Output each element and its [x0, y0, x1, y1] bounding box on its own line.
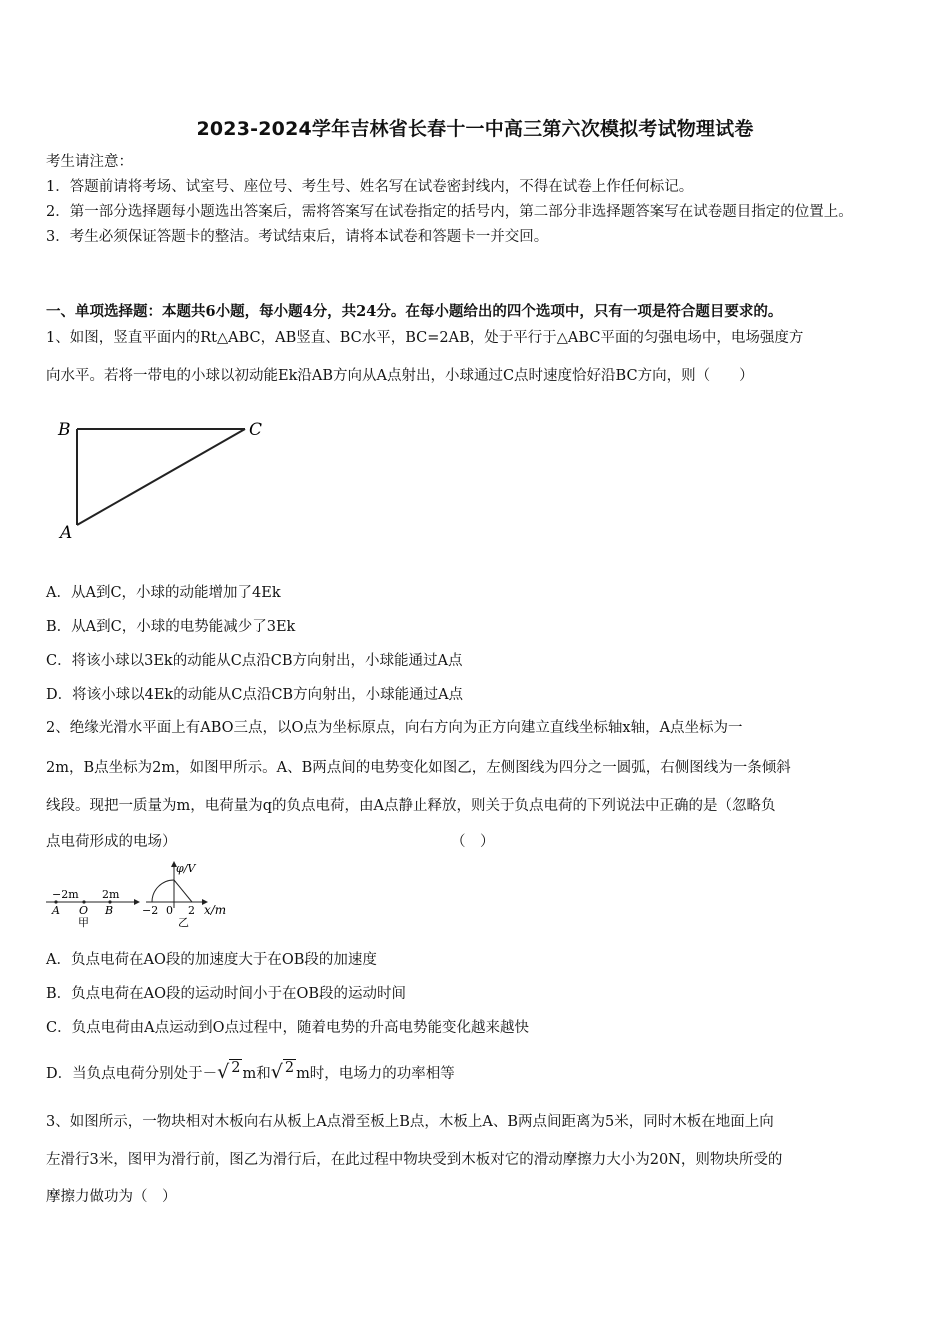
tick-0: 0	[166, 904, 173, 917]
optd-mid: m和	[242, 1066, 271, 1082]
segment-ac	[77, 429, 245, 525]
label-neg2m: −2m	[52, 888, 79, 901]
q3-stem-line: 3、如图所示，一物块相对木板向右从板上A点滑至板上B点，木板上A、B两点间距离为5米，同时木板在地面上向	[46, 1114, 774, 1130]
q2-stem-line: 线段。现把一质量为m，电荷量为q的负点电荷，由A点静止释放，则关于负点电荷的下列说法中正确的是（忽略负	[46, 798, 776, 814]
arc-curve	[152, 880, 174, 902]
radicand: 2	[284, 1060, 295, 1076]
q2-stem-line: 2、绝缘光滑水平面上有ABO三点，以O点为坐标原点，向右方向为正方向建立直线坐标轴x轴，A点坐标为一	[46, 720, 743, 736]
exam-title: 2023-2024学年吉林省长春十一中高三第六次模拟考试物理试卷	[196, 118, 754, 140]
label-b: B	[105, 904, 114, 917]
section-heading: 一、单项选择题：本题共6小题，每小题4分，共24分。在每小题给出的四个选项中，只有一项是符合题目要求的。	[46, 303, 783, 320]
sqrt-two	[217, 1054, 242, 1092]
notice-heading: 考生请注意：	[46, 154, 133, 170]
notice-block	[46, 150, 908, 250]
optd-suffix: m时，电场力的功率相等	[296, 1066, 455, 1082]
notice-item: 2．第一部分选择题每小题选出答案后，需将答案写在试卷指定的括号内，第二部分非选择题答案写在试卷题目指定的位置上。	[46, 204, 853, 220]
label-2m: 2m	[102, 888, 120, 901]
q1-stem-line: 1、如图，竖直平面内的Rt△ABC，AB竖直、BC水平，BC=2AB，处于平行于△ABC平面的匀强电场中，电场强度方	[46, 330, 804, 346]
q2-option-a: A．负点电荷在AO段的加速度大于在OB段的加速度	[46, 952, 377, 968]
q2-figures	[42, 858, 242, 930]
q1-option-b: B．从A到C，小球的电势能减少了3Ek	[46, 619, 296, 635]
y-axis-label: φ/V	[176, 862, 196, 875]
q3-stem-line: 摩擦力做功为（ ）	[46, 1189, 177, 1205]
slope-line	[174, 880, 192, 902]
q2-option-c: C．负点电荷由A点运动到O点过程中，随着电势的升高电势能变化越来越快	[46, 1020, 529, 1036]
q2-stem-line: 2m，B点坐标为2m，如图甲所示。A、B两点间的电势变化如图乙，左侧图线为四分之一圆弧，右侧图线为一条倾斜	[46, 760, 791, 776]
label-a: A	[52, 904, 60, 917]
q2-option-b: B．负点电荷在AO段的运动时间小于在OB段的运动时间	[46, 986, 407, 1002]
radicand: 2	[231, 1060, 241, 1076]
notice-item: 1．答题前请将考场、试室号、座位号、考生号、姓名写在试卷密封线内，不得在试卷上作任何标记。	[46, 179, 694, 195]
optd-prefix: D．当负点电荷分别处于－	[46, 1066, 218, 1082]
q2-answer-bracket: （ ）	[451, 834, 495, 850]
tick-neg2: −2	[142, 904, 159, 917]
caption-yi: 乙	[178, 916, 189, 929]
q1-stem-line: 向水平。若将一带电的小球以初动能Ek沿AB方向从A点射出，小球通过C点时速度恰好沿BC方向，则（ ）	[46, 368, 754, 384]
label-b: B	[58, 420, 71, 440]
x-axis-label: x/m	[204, 903, 227, 917]
q1-option-d: D．将该小球以4Ek的动能从C点沿CB方向射出，小球能通过A点	[46, 687, 464, 703]
label-a: A	[60, 523, 73, 543]
arrow-icon	[134, 899, 140, 905]
sqrt-two	[271, 1054, 296, 1092]
q2-option-d	[46, 1054, 455, 1092]
label-c: C	[249, 420, 263, 440]
label-o: O	[79, 904, 89, 917]
q1-triangle-figure	[50, 405, 280, 555]
notice-item: 3．考生必须保证答题卡的整洁。考试结束后，请将本试卷和答题卡一并交回。	[46, 229, 549, 245]
radical-icon: √	[217, 1061, 230, 1083]
radical-icon: √	[270, 1061, 283, 1083]
q1-option-a: A．从A到C，小球的动能增加了4Ek	[46, 585, 281, 601]
q2-stem-line: 点电荷形成的电场）	[46, 834, 177, 850]
q3-stem-line: 左滑行3米，图甲为滑行前，图乙为滑行后，在此过程中物块受到木板对它的滑动摩擦力大小为20N，则物块所受的	[46, 1152, 783, 1168]
q1-option-c: C．将该小球以3Ek的动能从C点沿CB方向射出，小球能通过A点	[46, 653, 463, 669]
caption-jia: 甲	[78, 916, 89, 929]
tick-2: 2	[188, 904, 195, 917]
